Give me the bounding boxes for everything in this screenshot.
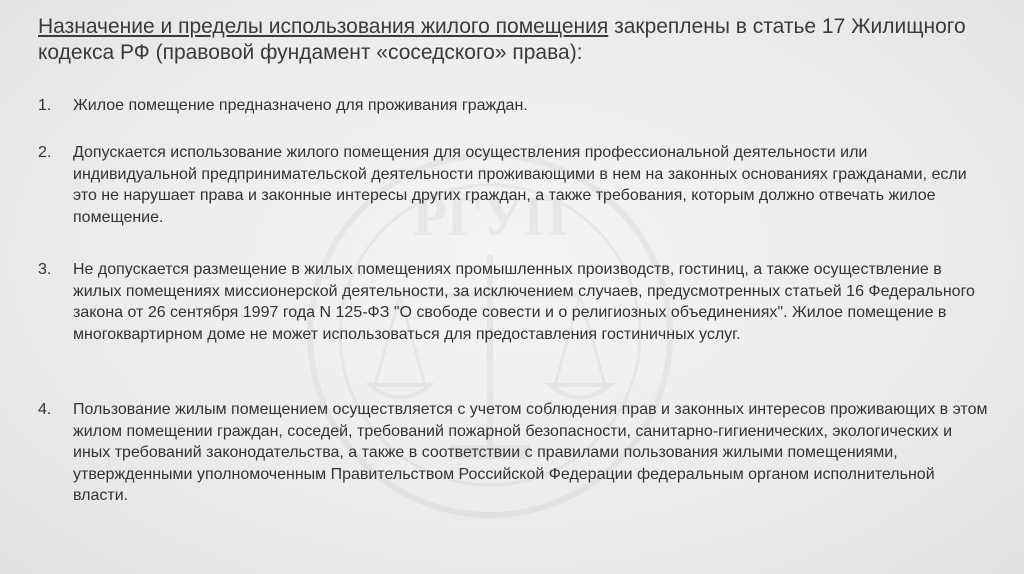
list-item-text: Не допускается размещение в жилых помещениях промышленных производств, гостиниц, а также осуществление в жилых помещениях миссионерской деятельности, за исключением случаев, предусмотренных статьей 16 Федерального закона от 26 сентября 1997 года N 125-ФЗ "О свободе совести и о религиозных объединениях". Жилое помещение в многоквартирном доме не может использоваться для предоставления гостиничных услуг. — [73, 261, 975, 343]
list-item-text: Жилое помещение предназначено для проживания граждан. — [73, 97, 528, 114]
title-underlined-part: Назначение и пределы использования жилого помещения — [38, 15, 609, 38]
list-item-text: Пользование жилым помещением осуществляется с учетом соблюдения прав и законных интересов проживающих в этом жилом помещении граждан, соседей, требований пожарной безопасности, санитарно-гигиенических, экологических и иных требований законодательства, а также в соответствии с правилами пользования жилыми помещениями, утвержденными уполномоченным Правительством Российской Федерации федеральным органом исполнительной власти. — [73, 401, 988, 504]
list-item-number: 2. — [38, 144, 52, 161]
slide-title — [38, 14, 988, 66]
list-item-number: 3. — [38, 261, 52, 278]
list-item-number: 1. — [38, 97, 52, 114]
watermark-text: РГУП — [412, 186, 568, 248]
list-item-number: 4. — [38, 401, 52, 418]
list-item-text: Допускается использование жилого помещения для осуществления профессиональной деятельности или индивидуальной предпринимательской деятельности проживающими в нем на законных основаниях гражданами, если это не нарушает права и законные интересы других граждан, а также требования, которым должно отвечать жилое помещение. — [73, 144, 967, 226]
title-rest: закреплены в статье 17 Жилищного кодекса РФ (правовой фундамент «соседского» права): — [38, 15, 966, 64]
